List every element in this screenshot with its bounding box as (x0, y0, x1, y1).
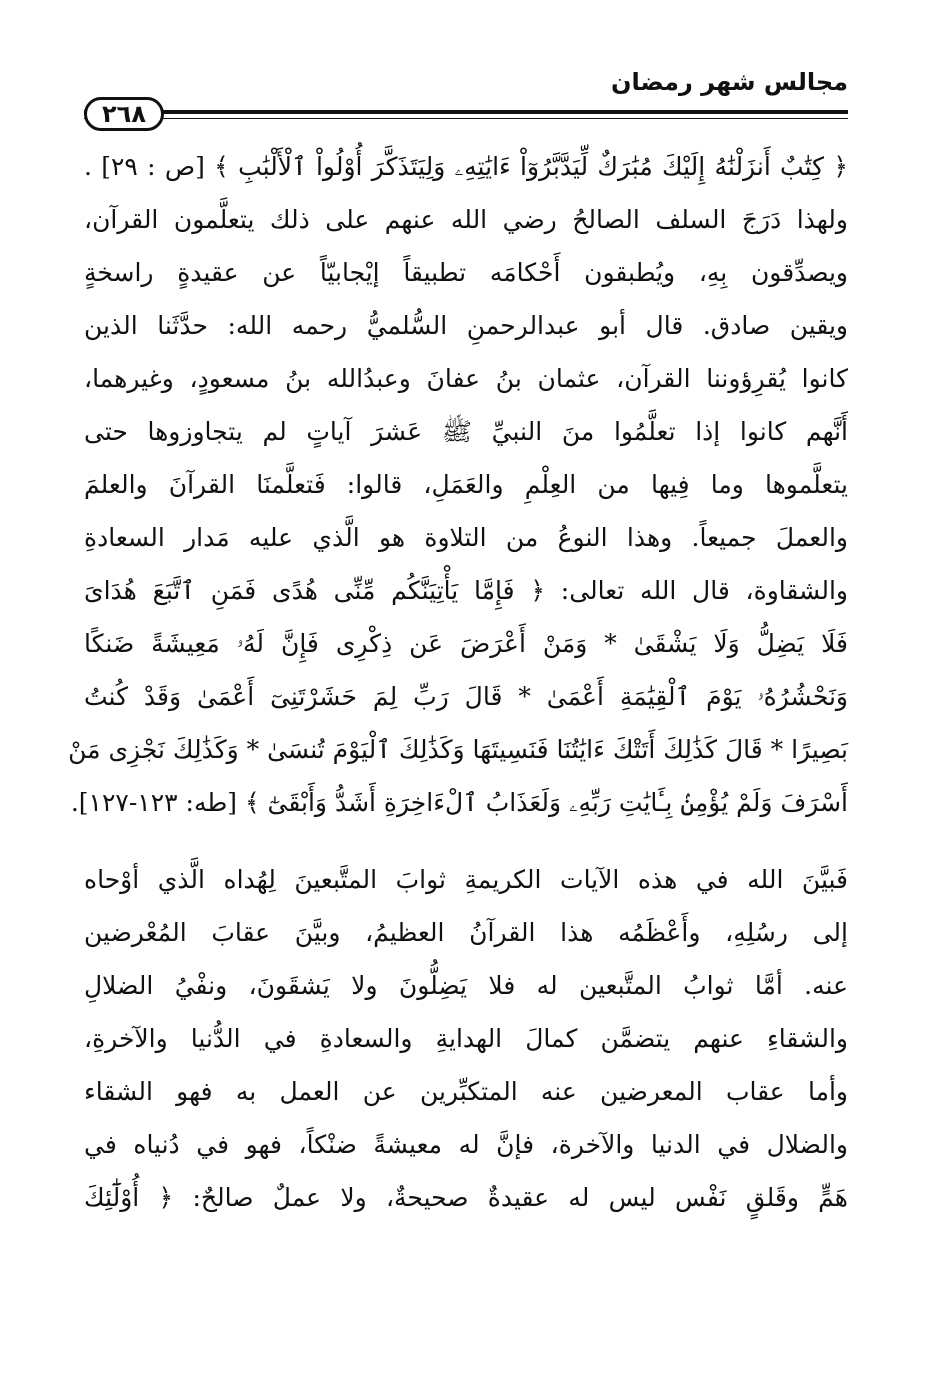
page-header (84, 62, 848, 132)
text-line: كانوا يُقرِؤوننا القرآن، عثمان بنُ عفانَ وعبدُالله بنُ مسعودٍ، وغيرهما، (84, 364, 848, 393)
text-line: والشقاوة، قال الله تعالى: ﴿ فَإِمَّا يَأْتِيَنَّكُم مِّنِّى هُدًى فَمَنِ ٱتَّبَعَ هُدَاىَ (84, 576, 848, 605)
quran-line: بَصِيرًا * قَالَ كَذَٰلِكَ أَتَتْكَ ءَايَٰتُنَا فَنَسِيتَهَا وَكَذَٰلِكَ ٱلْيَوْمَ تُنسَىٰ * وَكَذَٰلِكَ نَجْزِى مَنْ (68, 735, 848, 764)
text-line: وأما عقاب المعرضين عنه المتكبِّرين عن العمل به فهو الشقاء (84, 1077, 848, 1106)
text-line: ويصدِّقون بِهِ، ويُطبقون أَحْكامَه تطبيقاً إيْجابيّاً عن عقيدةٍ راسخةٍ (84, 258, 848, 287)
text-line: يتعلَّموها وما فِيها من العِلْمِ والعَمَلِ، قالوا: فَتعلَّمنَا القرآنَ والعلمَ (84, 470, 848, 499)
text-line: هَمٍّ وقَلقٍ نَفْس ليس له عقيدةٌ صحيحةٌ، ولا عملٌ صالحٌ: ﴿ أُوْلَٰٓئِكَ (84, 1183, 848, 1212)
paragraph-gap (84, 829, 848, 853)
paragraph-1 (68, 140, 848, 829)
running-title: مجالس شهر رمضان (610, 68, 848, 96)
text-line: إلى رسُلِهِ، وأَعْظَمُه هذا القرآنُ العظيمُ، وبيَّنَ عقابَ المُعْرضين (84, 918, 848, 947)
text-line: عنه. أمَّا ثوابُ المتَّبعين له فلا يَضِلُّونَ ولا يَشقَونَ، ونفْيُ الضلالِ (84, 971, 848, 1000)
quran-line: أَسْرَفَ وَلَمْ يُؤْمِنۢ بِـَٔايَٰتِ رَبِّهِۦ وَلَعَذَابُ ٱلْءَاخِرَةِ أَشَدُّ وَأَبْقَىٰٓ ﴾ [طه: ١٢٣-١٢٧]. (70, 788, 848, 817)
paragraph-2 (84, 853, 848, 1224)
text-line: فَبيَّنَ الله في هذه الآيات الكريمةِ ثوابَ المتَّبعينَ لِهُداه الَّذي أوْحاه (84, 865, 848, 894)
header-rule-thick (84, 110, 848, 114)
body-text (68, 140, 848, 1224)
header-rule-thin (84, 118, 848, 119)
quran-line: وَنَحْشُرُهُۥ يَوْمَ ٱلْقِيَٰمَةِ أَعْمَىٰ * قَالَ رَبِّ لِمَ حَشَرْتَنِىٓ أَعْمَىٰ وَقَدْ كُنتُ (84, 682, 848, 711)
quran-line: فَلَا يَضِلُّ وَلَا يَشْقَىٰ * وَمَنْ أَعْرَضَ عَن ذِكْرِى فَإِنَّ لَهُۥ مَعِيشَةً ضَنكًا (84, 629, 848, 658)
text-line: والضلال في الدنيا والآخرة، فإنَّ له معيشةً ضنْكاً، فهو في دُنياه في (84, 1130, 848, 1159)
text-line: والعملَ جميعاً. وهذا النوعُ من التلاوة هو الَّذي عليه مَدار السعادةِ (84, 523, 848, 552)
text-line: ويقين صادق. قال أبو عبدالرحمنِ السُّلميُّ رحمه الله: حدَّثَنا الذين (84, 311, 848, 340)
text-line: أَنَّهم كانوا إذا تعلَّمُوا منَ النبيِّ ﷺ عَشرَ آياتٍ لم يتجاوزوها حتى (84, 417, 848, 446)
page-number-badge: ٢٦٨ (84, 97, 164, 131)
text-line: والشقاءِ عنهم يتضمَّن كمالَ الهدايةِ والسعادةِ في الدُّنيا والآخرةِ، (84, 1024, 848, 1053)
text-line: ﴿ كِتَٰبٌ أَنزَلْنَٰهُ إِلَيْكَ مُبَٰرَكٌ لِّيَدَّبَّرُوٓاْ ءَايَٰتِهِۦ وَلِيَتَذَكَّرَ أُوْلُواْ ٱلْأَلْبَٰبِ ﴾ [ص : ٢٩] . (84, 152, 848, 181)
text-line: ولهذا دَرَجَ السلف الصالحُ رضي الله عنهم على ذلك يتعلَّمون القرآن، (84, 205, 848, 234)
